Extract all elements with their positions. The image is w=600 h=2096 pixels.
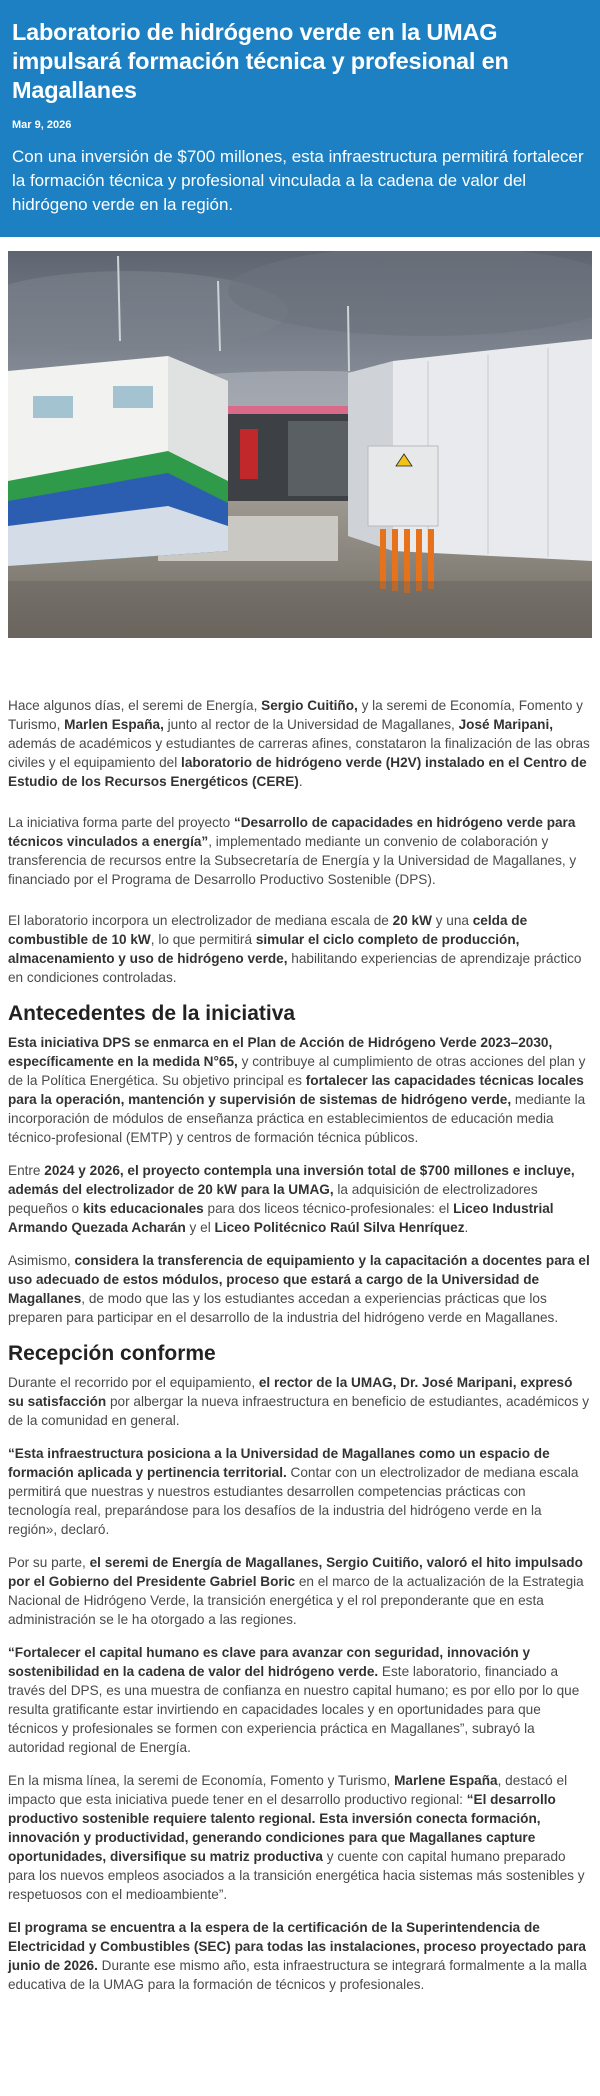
article-body [0, 638, 600, 2018]
bold-text: Marlene España [394, 1773, 498, 1788]
text-run: y el [185, 1220, 215, 1235]
text-run: Por su parte, [8, 1555, 90, 1570]
paragraph [8, 1444, 592, 1539]
text-run: En la misma línea, la seremi de Economía, Fomento y Turismo, [8, 1773, 395, 1788]
bold-text: José Maripani, [458, 717, 554, 732]
text-run: para dos liceos técnico-profesionales: el [203, 1201, 454, 1216]
paragraph [8, 1553, 592, 1629]
text-run: junto al rector de la Universidad de Magallanes, [163, 717, 459, 732]
paragraph [8, 813, 592, 889]
text-run: y una [431, 913, 473, 928]
paragraph [8, 1373, 592, 1430]
publish-date: Mar 9, 2026 [12, 119, 72, 131]
bold-text: el seremi de Energía de Magallanes, Sergio Cuitiño, valoró el hito impulsado por el Gobierno del Presidente Gabriel Boric [8, 1555, 583, 1589]
bold-text: 20 kW [392, 913, 432, 928]
text-run: Contar con un electrolizador de mediana escala permitirá que nuestras y nuestros estudiantes desarrollen competencias prácticas con tecnología real, preparándose para los desafíos de la industria del hidrógeno verde en la región», declaró. [8, 1465, 579, 1537]
paragraph [8, 1918, 592, 1994]
bold-text: laboratorio de hidrógeno verde (H2V) instalado en el Centro de Estudio de los Recursos Energéticos (CERE) [8, 755, 587, 789]
bold-text: 2024 y 2026, el proyecto contempla una inversión total de $700 millones e incluye, además del electrolizador de 20 kW para la UMAG, [8, 1163, 575, 1197]
paragraph [8, 696, 592, 791]
bold-text: considera la transferencia de equipamiento y la capacitación a docentes para el uso adecuado de estos módulos, proceso que estará a cargo de la Universidad de Magallanes [8, 1253, 590, 1306]
bold-text: el rector de la UMAG, Dr. José Maripani, expresó su satisfacción [8, 1375, 573, 1409]
section-heading-recepcion: Recepción conforme [8, 1342, 216, 1365]
text-run: además de académicos y estudiantes de carreras afines, constataron la finalización de las obras civiles y el equipamiento del [8, 736, 590, 770]
bold-text: kits educacionales [82, 1201, 204, 1216]
text-run: . [464, 1220, 469, 1235]
bold-text: celda de combustible de 10 kW [8, 913, 528, 947]
paragraph [8, 1771, 592, 1904]
bold-text: Liceo Industrial Armando Quezada Acharán [8, 1201, 554, 1235]
text-run: La iniciativa forma parte del proyecto [8, 815, 234, 830]
text-run: por albergar la nueva infraestructura en beneficio de estudiantes, académicos y de la comunidad en general. [8, 1394, 590, 1428]
bold-text: Marlen España, [64, 717, 164, 732]
bold-text: “El desarrollo productivo sostenible requiere talento regional. Esta inversión conecta formación, innovación y productividad, generando condiciones para que Magallanes capture oportunidades, diversifique su matriz productiva [8, 1792, 556, 1864]
text-run: Durante el recorrido por el equipamiento, [8, 1375, 259, 1390]
lab-photo [8, 251, 592, 638]
bold-text: fortalecer las capacidades técnicas locales para la operación, mantención y supervisión de sistemas de hidrógeno verde, [8, 1073, 584, 1107]
text-run: la adquisición de electrolizadores pequeños o [8, 1182, 538, 1216]
text-run: Asimismo, [8, 1253, 75, 1268]
text-run: y la seremi de Economía, Fomento y Turismo, [8, 698, 583, 732]
bold-text: “Esta infraestructura posiciona a la Universidad de Magallanes como un espacio de formación aplicada y pertinencia territorial. [8, 1446, 550, 1480]
bold-text: Sergio Cuitiño, [261, 698, 358, 713]
bold-text: “Fortalecer el capital humano es clave para avanzar con seguridad, innovación y sostenibilidad en la cadena de valor del hidrógeno verde. [8, 1645, 531, 1679]
paragraph [8, 1033, 592, 1147]
text-run: Este laboratorio, financiado a través del DPS, es una muestra de confianza en nuestro capital humano; es por ello por lo que resulta gratificante estar invirtiendo en capacidades locales y en oportunidades para que técnicos y profesionales se formen con experiencia práctica en Magallanes”, subrayó la autoridad regional de Energía. [8, 1664, 580, 1755]
bold-text: El programa se encuentra a la espera de la certificación de la Superintendencia de Electricidad y Combustibles (SEC) para todas las instalaciones, proceso proyectado para junio de 2026. [8, 1920, 586, 1973]
paragraph [8, 1643, 592, 1757]
article-header [0, 0, 600, 237]
text-run: Hace algunos días, el seremi de Energía, [8, 698, 262, 713]
text-run: en el marco de la actualización de la Estrategia Nacional de Hidrógeno Verde, la transición energética y el rol preponderante que en esta administración se le ha otorgado a las regiones. [8, 1574, 584, 1627]
text-run: , de modo que las y los estudiantes accedan a experiencias prácticas que los preparen para participar en el desarrollo de la industria del hidrógeno verde en Magallanes. [8, 1291, 559, 1325]
bold-text: simular el ciclo completo de producción, almacenamiento y uso de hidrógeno verde, [8, 932, 520, 966]
text-run: habilitando experiencias de aprendizaje práctico en condiciones controladas. [8, 951, 582, 985]
text-run: y contribuye al cumplimiento de otras acciones del plan y de la Política Energética. Su objetivo principal es [8, 1054, 586, 1088]
text-run: , implementado mediante un convenio de colaboración y transferencia de recursos entre la Subsecretaría de Energía y la Universidad de Magallanes, y financiado por el Programa de Desarrollo Productivo Sostenible (DPS). [8, 834, 577, 887]
bold-text: Liceo Politécnico Raúl Silva Henríquez [214, 1220, 465, 1235]
text-run: mediante la incorporación de módulos de enseñanza práctica en establecimientos de educación media técnico-profesional (EMTP) y centros de formación técnica públicos. [8, 1092, 586, 1145]
text-run: Entre [8, 1163, 45, 1178]
paragraph [8, 911, 592, 987]
paragraph [8, 1161, 592, 1237]
paragraph [8, 1251, 592, 1327]
text-run: . [298, 774, 303, 789]
text-run: , destacó el impacto que esta iniciativa puede tener en el desarrollo productivo regional: [8, 1773, 568, 1807]
bold-text: “Desarrollo de capacidades en hidrógeno verde para técnicos vinculados a energía” [8, 815, 576, 849]
section-heading-antecedentes: Antecedentes de la iniciativa [8, 1002, 296, 1025]
text-run: El laboratorio incorpora un electrolizador de mediana escala de [8, 913, 393, 928]
text-run: y cuente con capital humano preparado para los nuevos empleos asociados a la transición energética hacia sistemas más sostenibles y respetuosos con el medioambiente”. [8, 1849, 585, 1902]
article-lead: Con una inversión de $700 millones, esta infraestructura permitirá fortalecer la formación técnica y profesional vinculada a la cadena de valor del hidrógeno verde en la región. [12, 147, 584, 214]
article-title: Laboratorio de hidrógeno verde en la UMAG impulsará formación técnica y profesional en Magallanes [12, 19, 509, 103]
bold-text: Esta iniciativa DPS se enmarca en el Plan de Acción de Hidrógeno Verde 2023–2030, específicamente en la medida N°65, [8, 1035, 553, 1069]
text-run: , lo que permitirá [150, 932, 256, 947]
text-run: Durante ese mismo año, esta infraestructura se integrará formalmente a la malla educativa de la UMAG para la formación de técnicos y profesionales. [8, 1958, 587, 1992]
